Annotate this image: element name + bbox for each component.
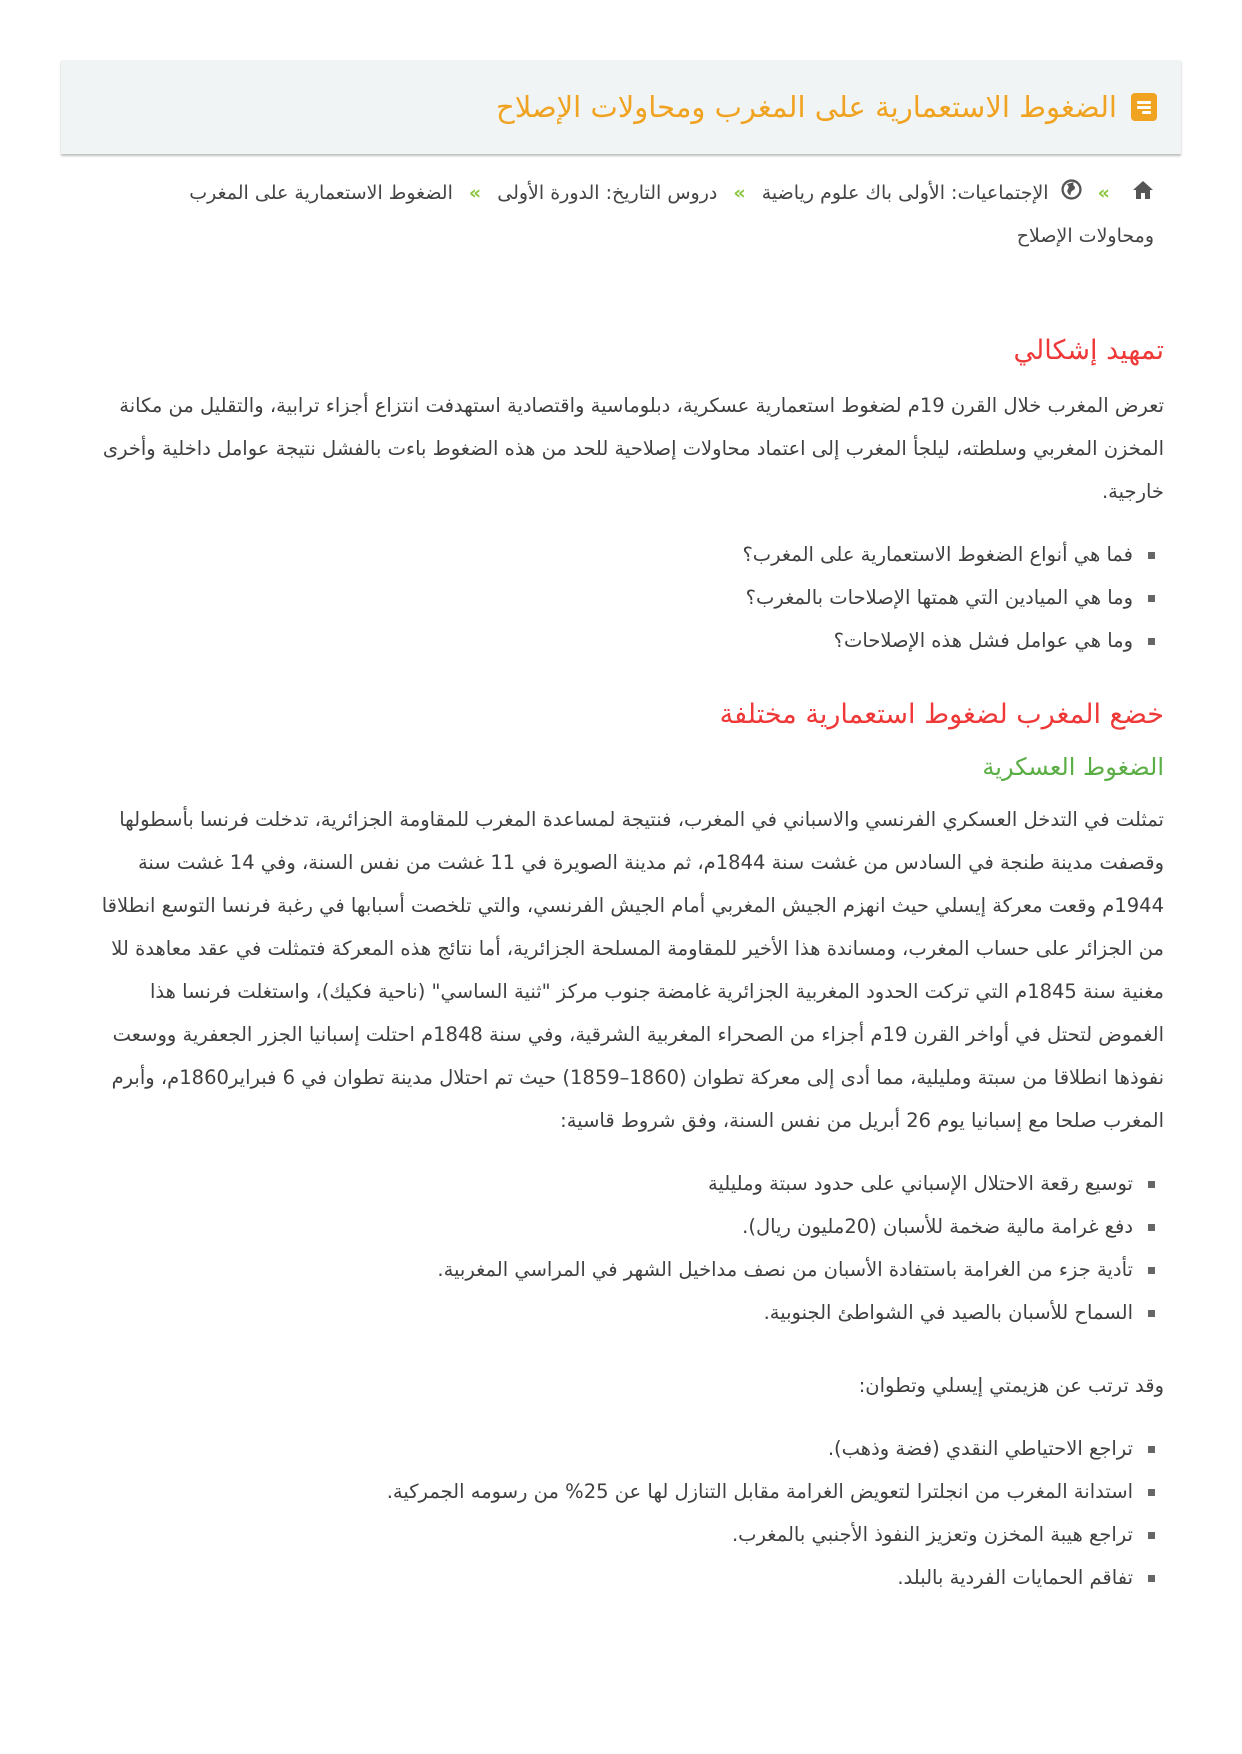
globe-icon (1061, 173, 1082, 215)
list-item: تراجع الاحتياطي النقدي (فضة وذهب). (80, 1427, 1133, 1470)
breadcrumb-item-lessons[interactable]: دروس التاريخ: الدورة الأولى (497, 182, 718, 204)
military-paragraph: تمثلت في التدخل العسكري الفرنسي والاسباني في المغرب، فنتيجة لمساعدة المغرب للمقاومة الجزائرية، تدخلت فرنسا بأسطولها وقصفت مدينة طنجة في السادس من غشت سنة 1844م، ثم مدينة الصويرة في 11 غشت من نفس السنة، وفي 14 غشت سنة 1944م وقعت معركة إيسلي حيث انهزم الجيش المغربي أمام الجيش الفرنسي، والتي تلخصت أسبابها في رغبة فرنسا التوسع انطلاقا من الجزائر على حساب المغرب، ومساندة هذا الأخير للمقاومة المسلحة الجزائرية، أما نتائج هذه المعركة فتمثلت في عقد معاهدة للا مغنية سنة 1845م التي تركت الحدود المغربية الجزائرية غامضة جنوب مركز "ثنية الساسي" (ناحية فكيك)، واستغلت فرنسا هذا الغموض لتحتل في أواخر القرن 19م أجزاء من الصحراء المغربية الشرقية، وفي سنة 1848م احتلت إسبانيا الجزر الجعفرية ووسعت نفوذها انطلاقا من سبتة ومليلية، مما أدى إلى معركة تطوان (1860–1859) حيث تم احتلال مدينة تطوان في 6 فبراير1860م، وأبرم المغرب صلحا مع إسبانيا يوم 26 أبريل من نفس السنة، وفق شروط قاسية: (101, 808, 1164, 1132)
article-content (80, 328, 1164, 1629)
treaty-conditions-list (80, 1162, 1164, 1334)
breadcrumb-separator: » (468, 182, 482, 204)
consequences-list (80, 1427, 1164, 1599)
list-item: وما هي عوامل فشل هذه الإصلاحات؟ (80, 619, 1133, 662)
intro-questions-list (80, 533, 1164, 662)
page-title: الضغوط الاستعمارية على المغرب ومحاولات الإصلاح (496, 90, 1117, 124)
breadcrumb-separator: » (1097, 182, 1110, 204)
subheading-military: الضغوط العسكرية (982, 753, 1164, 781)
list-item: فما هي أنواع الضغوط الاستعمارية على المغرب؟ (80, 533, 1133, 576)
list-item: تراجع هيبة المخزن وتعزيز النفوذ الأجنبي بالمغرب. (80, 1513, 1133, 1556)
list-item: وما هي الميادين التي همتها الإصلاحات بالمغرب؟ (80, 576, 1133, 619)
section-heading-pressures: خضع المغرب لضغوط استعمارية مختلفة (719, 699, 1164, 730)
list-item: تأدية جزء من الغرامة باستفادة الأسبان من نصف مداخيل الشهر في المراسي المغربية. (80, 1248, 1133, 1291)
list-item: استدانة المغرب من انجلترا لتعويض الغرامة مقابل التنازل لها عن 25% من رسومه الجمركية. (80, 1470, 1133, 1513)
consequences-intro: وقد ترتب عن هزيمتي إيسلي وتطوان: (858, 1374, 1164, 1397)
breadcrumb-item-current: الضغوط الاستعمارية على المغرب ومحاولات الإصلاح (189, 182, 1154, 247)
list-item: تفاقم الحمايات الفردية بالبلد. (80, 1556, 1133, 1599)
page-header (61, 60, 1181, 154)
list-item: توسيع رقعة الاحتلال الإسباني على حدود سبتة ومليلية (80, 1162, 1133, 1205)
intro-paragraph: تعرض المغرب خلال القرن 19م لضغوط استعمارية عسكرية، دبلوماسية واقتصادية استهدفت انتزاع أجزاء ترابية، والتقليل من مكانة المخزن المغربي وسلطته، ليلجأ المغرب إلى اعتماد محاولات إصلاحية للحد من هذه الضغوط باءت بالفشل نتيجة عوامل داخلية وأخرى خارجية. (102, 394, 1164, 503)
breadcrumb-item-subject[interactable]: الإجتماعيات: الأولى باك علوم رياضية (761, 182, 1049, 204)
section-heading-intro: تمهيد إشكالي (1013, 335, 1164, 366)
breadcrumb-separator: » (733, 182, 746, 204)
home-icon[interactable] (1132, 173, 1154, 215)
breadcrumb (120, 172, 1154, 257)
document-icon (1131, 93, 1157, 121)
list-item: السماح للأسبان بالصيد في الشواطئ الجنوبية. (80, 1291, 1133, 1334)
list-item: دفع غرامة مالية ضخمة للأسبان (20مليون ريال). (80, 1205, 1133, 1248)
